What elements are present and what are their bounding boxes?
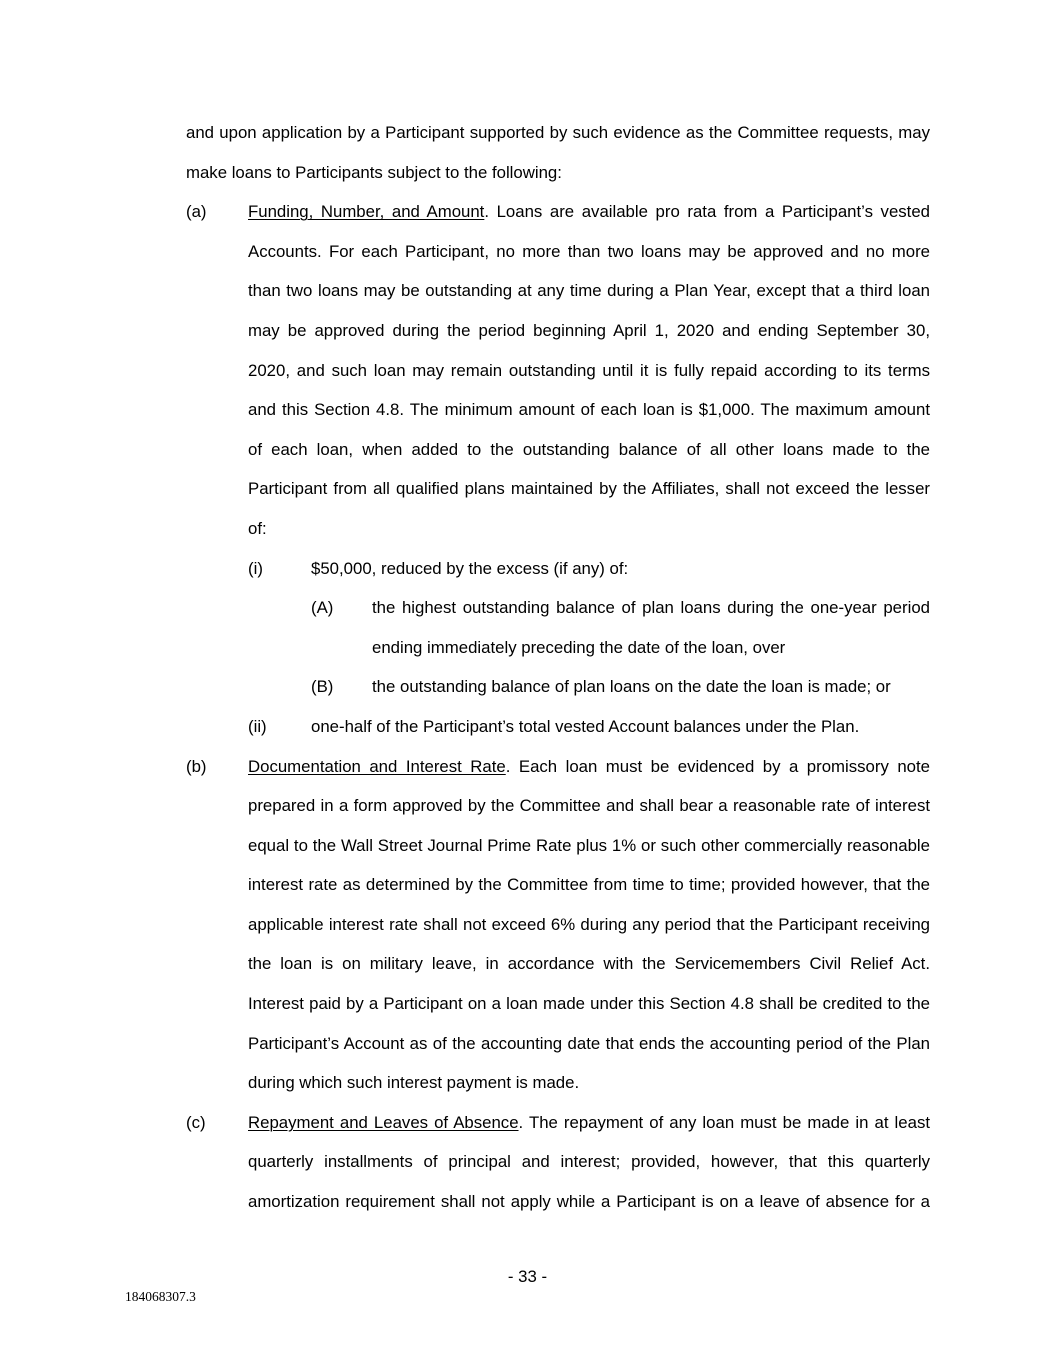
item-label: (a): [186, 202, 207, 222]
paragraph-line: [0, 113, 1055, 153]
line-text: of:: [248, 518, 267, 538]
line-text: . Loans are available pro rata from a Participant’s vested: [484, 202, 930, 222]
section-b-first-line: [248, 747, 930, 787]
line-text: equal to the Wall Street Journal Prime Rate plus 1% or such other commercially reasonable: [248, 835, 930, 855]
line-text: quarterly installments of principal and interest; provided, however, that this quarterly: [248, 1152, 930, 1172]
line-text: and upon application by a Participant supported by such evidence as the Committee requests, may: [186, 123, 930, 142]
sub-item-ii: [0, 707, 1055, 747]
paragraph-line: [0, 1103, 1055, 1143]
line-text: $50,000, reduced by the excess (if any) of:: [311, 558, 629, 578]
item-label: (A): [311, 598, 334, 618]
line-text: Participant from all qualified plans maintained by the Affiliates, shall not exceed the lesser: [248, 479, 930, 499]
sub-item-i: [0, 549, 1055, 707]
paragraph-line: [0, 707, 1055, 747]
paragraph-line: [0, 1024, 1055, 1064]
paragraph-line: [0, 747, 1055, 787]
section-c: [0, 1103, 1055, 1222]
paragraph-line: [0, 351, 1055, 391]
paragraph-line: [0, 865, 1055, 905]
paragraph-line: [0, 1142, 1055, 1182]
paragraph-line: [0, 509, 1055, 549]
item-label: (i): [248, 558, 263, 578]
line-text: the outstanding balance of plan loans on the date the loan is made; or: [372, 677, 891, 697]
paragraph-line: [0, 984, 1055, 1024]
paragraph-line: [0, 1063, 1055, 1103]
line-text: the highest outstanding balance of plan loans during the one-year period: [372, 598, 930, 618]
paragraph-line: [0, 1182, 1055, 1222]
paragraph-line: [0, 786, 1055, 826]
paragraph-line: [0, 944, 1055, 984]
line-text: prepared in a form approved by the Committee and shall bear a reasonable rate of interest: [248, 796, 930, 816]
item-label: (ii): [248, 716, 267, 736]
item-label: (B): [311, 677, 334, 697]
line-text: of each loan, when added to the outstanding balance of all other loans made to the: [248, 439, 930, 459]
line-text: Participant’s Account as of the accounting date that ends the accounting period of the Plan: [248, 1033, 930, 1053]
line-text: the loan is on military leave, in accordance with the Servicemembers Civil Relief Act.: [248, 954, 930, 974]
section-heading-repayment-leaves-of-absence: Repayment and Leaves of Absence: [248, 1112, 519, 1132]
paragraph-line: [0, 826, 1055, 866]
sub-item-B: [0, 667, 1055, 707]
line-text: interest rate as determined by the Committee from time to time; provided however, that the: [248, 875, 930, 895]
line-text: and this Section 4.8. The minimum amount of each loan is $1,000. The maximum amount: [248, 400, 930, 420]
line-text: one-half of the Participant’s total vested Account balances under the Plan.: [311, 716, 860, 736]
continuation-paragraph: [0, 113, 1055, 192]
paragraph-line: [0, 232, 1055, 272]
line-text: make loans to Participants subject to the following:: [186, 162, 562, 182]
line-text: 2020, and such loan may remain outstanding until it is fully repaid according to its terms: [248, 360, 930, 380]
line-text: applicable interest rate shall not exceed 6% during any period that the Participant receiving: [248, 914, 930, 934]
page-number: - 33 -: [507, 1267, 548, 1286]
paragraph-line: [0, 153, 1055, 193]
line-text: during which such interest payment is made.: [248, 1073, 580, 1093]
item-label: (c): [186, 1112, 206, 1132]
section-c-first-line: [248, 1103, 930, 1143]
section-heading-documentation-interest-rate: Documentation and Interest Rate: [248, 756, 506, 776]
document-id: 184068307.3: [125, 1289, 196, 1304]
line-text: . The repayment of any loan must be made in at least: [518, 1112, 930, 1132]
paragraph-line: [0, 628, 1055, 668]
section-heading-funding-number-amount: Funding, Number, and Amount: [248, 202, 485, 222]
item-label: (b): [186, 756, 207, 776]
paragraph-line: [0, 390, 1055, 430]
paragraph-line: [0, 271, 1055, 311]
section-b: [0, 747, 1055, 1103]
paragraph-line: [0, 192, 1055, 232]
paragraph-line: [0, 667, 1055, 707]
section-a: [0, 192, 1055, 746]
line-text: may be approved during the period beginning April 1, 2020 and ending September 30,: [248, 320, 930, 340]
sub-item-A: [0, 588, 1055, 667]
line-text: amortization requirement shall not apply while a Participant is on a leave of absence for a: [248, 1192, 930, 1212]
line-text: . Each loan must be evidenced by a promissory note: [505, 756, 930, 776]
paragraph-line: [0, 311, 1055, 351]
paragraph-line: [0, 469, 1055, 509]
document-body: [0, 113, 1055, 1222]
paragraph-line: [0, 430, 1055, 470]
line-text: Accounts. For each Participant, no more than two loans may be approved and no more: [248, 241, 930, 261]
section-a-first-line: [248, 192, 930, 232]
paragraph-line: [0, 905, 1055, 945]
paragraph-line: [0, 588, 1055, 628]
line-text: ending immediately preceding the date of the loan, over: [372, 637, 786, 657]
paragraph-line: [0, 549, 1055, 589]
line-text: than two loans may be outstanding at any time during a Plan Year, except that a third loan: [248, 281, 930, 301]
line-text: Interest paid by a Participant on a loan made under this Section 4.8 shall be credited to the: [248, 994, 930, 1014]
